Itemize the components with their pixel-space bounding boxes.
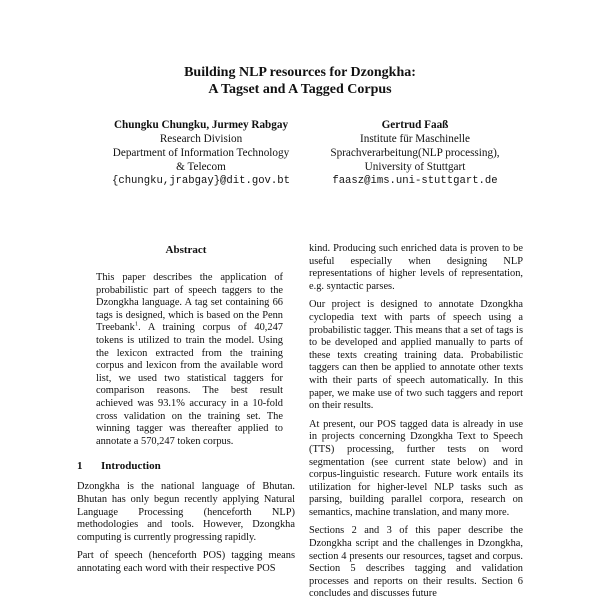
abstract-heading: Abstract	[165, 244, 207, 256]
abstract-text-part-2: . A training corpus of 40,247 tokens is utilized to train the model. Using the lexicon extracted from the training corpus and lexicon from the available word list, we used two statistical taggers for comparison reasons. The best result achieved was 93.1% accuracy in a 10-fold cross validation on the training set. The winning tagger was thereafter applied to annotate a 570,247 token corpus.	[96, 322, 283, 447]
paragraph: Part of speech (henceforth POS) tagging means annotating each word with their respective POS	[77, 550, 295, 574]
abstract-text-part-1: This paper describes the application of probabilistic part of speech taggers to the Dzongkha language. A tag set containing 66 tags is designed, which is based on the Penn Treebank	[96, 272, 283, 334]
author-names: Gertrud Faaß	[381, 119, 449, 131]
paragraph: Sections 2 and 3 of this paper describe the Dzongkha script and the challenges in Dzongkha, section 4 presents our resources, tagset and corpus. Section 5 describes tagging and validation processes and reports on their results. Section 6 concludes and discusses future	[309, 525, 523, 600]
section-number: 1	[77, 460, 83, 473]
affiliation-line: Sprachverarbeitung(NLP processing),	[330, 147, 500, 159]
author-names: Chungku Chungku, Jurmey Rabgay	[113, 119, 289, 131]
paper-title	[0, 64, 600, 98]
left-column	[77, 243, 295, 581]
paragraph: At present, our POS tagged data is already in use in projects concerning Dzongkha Text to Speech (TTS) processing, further tests on word segmentation (see current state below) and in corpus-linguistic research. Future work entails its utilization for higher-level NLP tasks such as parsing, building parallel corpora, research on semantics, machine translation, and many more.	[309, 418, 523, 518]
affiliation-line: Research Division	[159, 133, 243, 145]
paragraph: Dzongkha is the national language of Bhutan. Bhutan has only begun recently applying Natural Language Processing (henceforth NLP) methodologies and tools. However, Dzongkha computing is currently progressing rapidly.	[77, 481, 295, 543]
section-heading-introduction	[77, 459, 295, 473]
paragraph: Our project is designed to annotate Dzongkha cyclopedia text with parts of speech using a probabilistic tagger. This means that a set of tags is to be developed and applied manually to parts of these texts creating training data. Probabilistic taggers can then be applied to annotate other texts with their parts of speech automatically. In this paper, we make use of two such taggers and report on their results.	[309, 299, 523, 412]
affiliation-line: Institute für Maschinelle	[360, 133, 470, 145]
footnote-mark: 1	[134, 320, 139, 328]
title-line-1: Building NLP resources for Dzongkha:	[184, 65, 416, 80]
affiliation-line: University of Stuttgart	[364, 161, 466, 173]
author-block-1	[94, 118, 308, 188]
affiliation-line: & Telecom	[176, 161, 226, 173]
paragraph: kind. Producing such enriched data is proven to be useful especially when designing NLP representations of higher levels of representation, e.g. syntactic parses.	[309, 243, 523, 292]
author-email: {chungku,jrabgay}@dit.gov.bt	[111, 175, 290, 187]
right-column	[309, 243, 523, 607]
section-title: Introduction	[101, 460, 161, 473]
abstract-text	[77, 272, 295, 448]
author-email: faasz@ims.uni-stuttgart.de	[332, 175, 498, 187]
affiliation-line: Department of Information Technology	[112, 147, 290, 159]
title-line-2: A Tagset and A Tagged Corpus	[208, 82, 392, 97]
author-block-2	[308, 118, 522, 188]
